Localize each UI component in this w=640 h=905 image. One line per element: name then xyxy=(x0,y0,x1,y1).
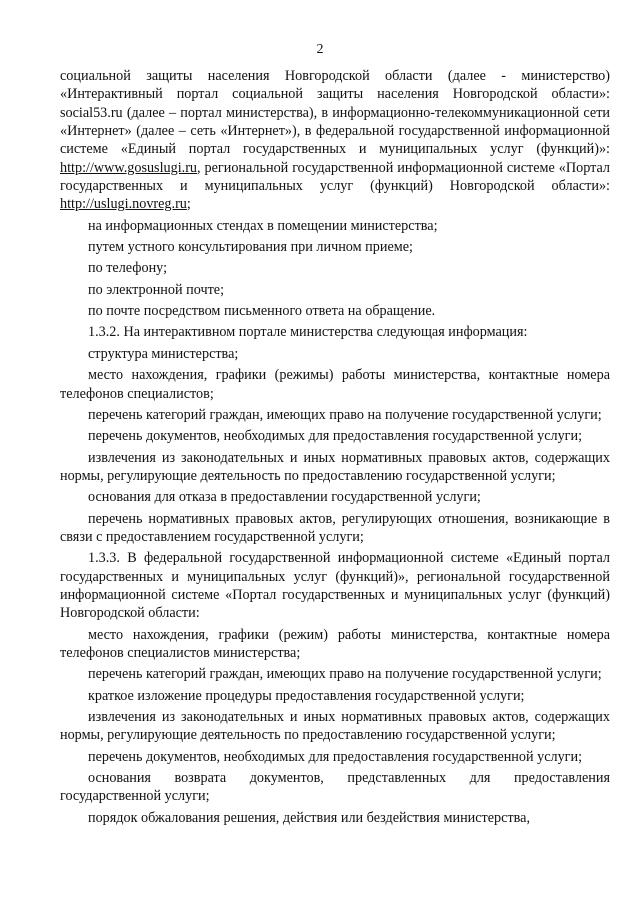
list-item-email: по электронной почте; xyxy=(88,281,225,298)
list-item-location-2: место нахождения, графики (режим) работы министерства, контактные номера телефонов специалистов министерства; xyxy=(60,626,610,661)
list-item-refusal: основания для отказа в предоставлении государственной услуги; xyxy=(88,489,481,506)
list-item-stands: на информационных стендах в помещении министерства; xyxy=(88,217,438,234)
list-item-categories-2: перечень категорий граждан, имеющих право на получение государственной услуги; xyxy=(88,666,602,683)
list-item-categories: перечень категорий граждан, имеющих право на получение государственной услуги; xyxy=(88,406,602,423)
intro-text-1: социальной защиты населения Новгородской области (далее - министерство) «Интерактивный портал социальной защиты населения Новгородской области»: social53.ru (далее – портал министерства), в информационно-телекоммуникационной сети «Интернет» (далее – сеть «Интернет»), в федеральной государственной информационной системе «Единый портал государственных и муниципальных услуг (функций)»: xyxy=(60,68,610,158)
intro-text-2: , региональной государственной информационной системе «Портал государственных и муниципальных услуг (функций) Новгородской области»: xyxy=(60,159,610,195)
list-item-documents-2: перечень документов, необходимых для предоставления государственной услуги; xyxy=(88,748,583,765)
list-item-phone: по телефону; xyxy=(88,260,168,277)
intro-paragraph xyxy=(60,67,610,214)
novreg-link[interactable]: http://uslugi.novreg.ru xyxy=(60,196,187,213)
list-item-oral: путем устного консультирования при личном приеме; xyxy=(88,239,413,256)
list-item-structure: структура министерства; xyxy=(88,345,239,362)
list-item-return: основания возврата документов, представленных для предоставления государственной услуги; xyxy=(60,770,610,805)
section-1-3-2: 1.3.2. На интерактивном портале министерства следующая информация: xyxy=(88,324,528,341)
list-item-extracts-2: извлечения из законодательных и иных нормативных правовых актов, содержащих нормы, регулирующие деятельность по предоставлению государственной услуги; xyxy=(60,709,610,744)
list-item-mail: по почте посредством письменного ответа на обращение. xyxy=(88,303,436,320)
list-item-documents: перечень документов, необходимых для предоставления государственной услуги; xyxy=(88,428,583,445)
list-item-location: место нахождения, графики (режимы) работы министерства, контактные номера телефонов специалистов; xyxy=(60,367,610,402)
intro-text-3: ; xyxy=(186,196,191,213)
section-1-3-3: 1.3.3. В федеральной государственной информационной системе «Единый портал государственных и муниципальных услуг (функций)», региональной государственной информационной системе «Портал государственных и муниципальных услуг (функций) Новгородской области: xyxy=(60,550,610,622)
document-body xyxy=(60,67,610,827)
list-item-acts: перечень нормативных правовых актов, регулирующих отношения, возникающие в связи с предоставлением государственной услуги; xyxy=(60,510,610,545)
list-item-extracts: извлечения из законодательных и иных нормативных правовых актов, содержащих нормы, регулирующие деятельность по предоставлению государственной услуги; xyxy=(60,449,610,484)
list-item-summary: краткое изложение процедуры предоставления государственной услуги; xyxy=(88,687,525,704)
list-item-appeal: порядок обжалования решения, действия или бездействия министерства, xyxy=(88,809,530,826)
gosuslugi-link[interactable]: http://www.gosuslugi.ru xyxy=(60,159,198,176)
page-number: 2 xyxy=(316,42,324,57)
